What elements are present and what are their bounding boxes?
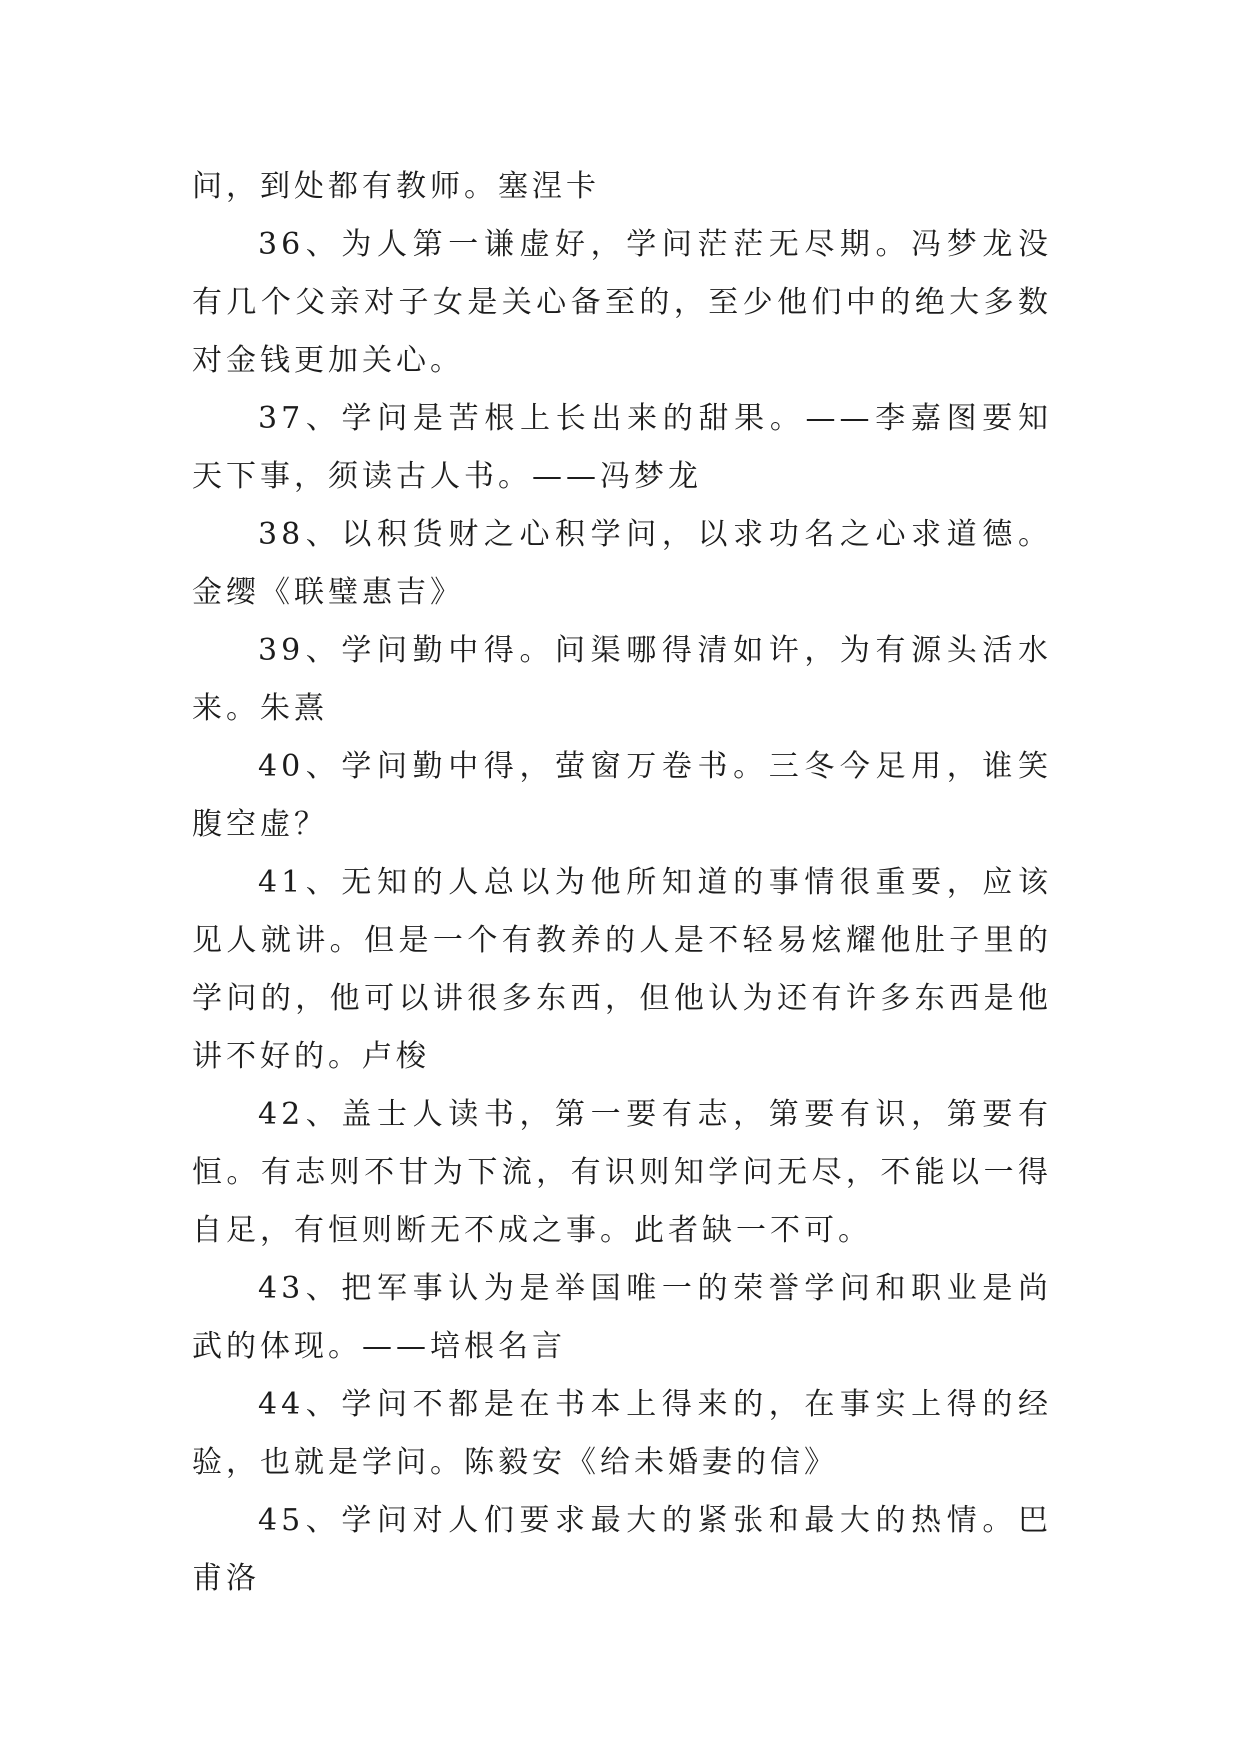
- quote-paragraph-45: 45、学问对人们要求最大的紧张和最大的热情。巴甫洛: [192, 1503, 1052, 1596]
- quote-paragraph-38: 38、以积货财之心积学问，以求功名之心求道德。金缨《联璧惠吉》: [192, 517, 1052, 610]
- quote-paragraph-43: 43、把军事认为是举国唯一的荣誉学问和职业是尚武的体现。——培根名言: [192, 1271, 1052, 1364]
- quote-paragraph-39: 39、学问勤中得。问渠哪得清如许，为有源头活水来。朱熹: [192, 633, 1052, 726]
- quote-paragraph-41: 41、无知的人总以为他所知道的事情很重要，应该见人就讲。但是一个有教养的人是不轻易炫耀他肚子里的学问的，他可以讲很多东西，但他认为还有许多东西是他讲不好的。卢梭: [192, 865, 1052, 1074]
- document-body: [192, 158, 1052, 1608]
- quote-paragraph-44: 44、学问不都是在书本上得来的，在事实上得的经验，也就是学问。陈毅安《给未婚妻的信》: [192, 1387, 1052, 1480]
- quote-paragraph-36: 36、为人第一谦虚好，学问茫茫无尽期。冯梦龙没有几个父亲对子女是关心备至的，至少他们中的绝大多数对金钱更加关心。: [192, 227, 1052, 378]
- quote-paragraph-37: 37、学问是苦根上长出来的甜果。——李嘉图要知天下事，须读古人书。——冯梦龙: [192, 401, 1052, 494]
- quote-paragraph-40: 40、学问勤中得，萤窗万卷书。三冬今足用，谁笑腹空虚？: [192, 749, 1052, 842]
- paragraph-continuation: 问，到处都有教师。塞涅卡: [192, 169, 600, 204]
- quote-paragraph-42: 42、盖士人读书，第一要有志，第要有识，第要有恒。有志则不甘为下流，有识则知学问无尽，不能以一得自足，有恒则断无不成之事。此者缺一不可。: [192, 1097, 1052, 1248]
